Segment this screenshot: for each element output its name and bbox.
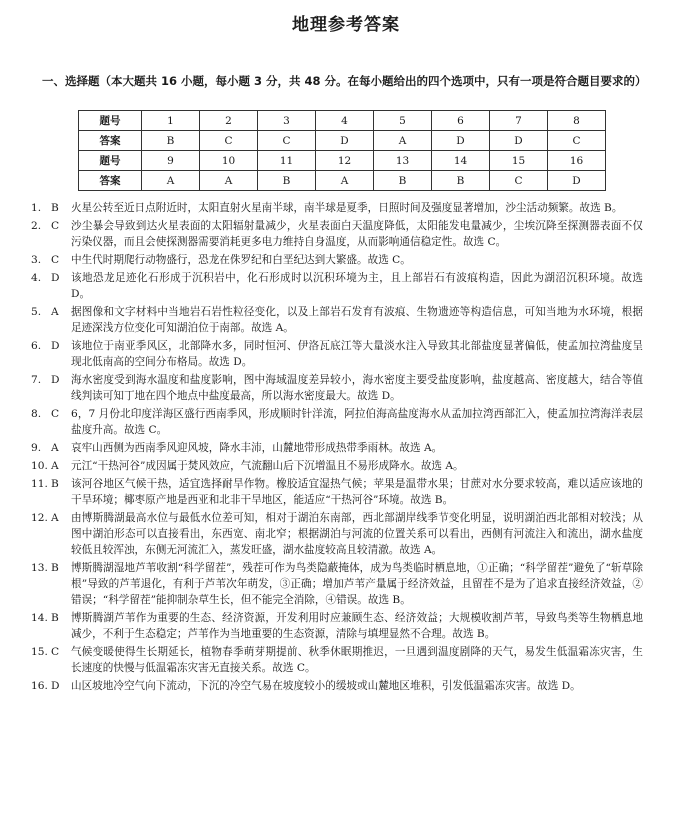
- item-answer: D: [51, 340, 60, 352]
- item-number: 11.: [31, 478, 48, 490]
- answer-cell: D: [548, 171, 606, 191]
- question-number: 11: [258, 151, 316, 171]
- list-item: [31, 476, 643, 508]
- list-item: [31, 458, 643, 474]
- list-item: [31, 560, 643, 608]
- question-number: 3: [258, 111, 316, 131]
- item-number: 4.: [31, 272, 42, 284]
- list-item: [31, 610, 643, 642]
- item-number: 1.: [31, 202, 42, 214]
- list-item: [31, 270, 643, 302]
- list-item: [31, 218, 643, 250]
- question-number: 9: [142, 151, 200, 171]
- item-number: 14.: [31, 612, 48, 624]
- item-text: 该地位于南亚季风区，北部降水多，同时恒河、伊洛瓦底江等大量淡水注入导致其北部盐度显著偏低，使孟加拉湾盐度呈现北低南高的空间分布格局。故选 D。: [71, 340, 643, 368]
- item-number: 9.: [31, 442, 42, 454]
- table-row: [79, 151, 606, 171]
- item-answer: B: [51, 612, 59, 624]
- item-number: 8.: [31, 408, 42, 420]
- row-label-question: 题号: [79, 111, 142, 131]
- answer-cell: A: [200, 171, 258, 191]
- list-item: [31, 304, 643, 336]
- item-number: 16.: [31, 680, 48, 692]
- answer-cell: D: [490, 131, 548, 151]
- item-text: 该河谷地区气候干热，适宜选择耐旱作物。橡胶适宜湿热气候；苹果是温带水果；甘蔗对水分要求较高，难以适应该地的干旱环境；椰枣原产地是西亚和北非干旱地区，能适应“干热河谷”环境。故选 B。: [71, 478, 643, 506]
- page-title: 地理参考答案: [292, 15, 400, 35]
- item-number: 2.: [31, 220, 42, 232]
- item-text: 由博斯腾湖最高水位与最低水位差可知，相对于湖泊东南部，西北部湖岸线季节变化明显，说明湖泊西北部相对较浅；从图中湖泊形态可以直接看出，东西宽、南北窄；根据湖泊与河流的位置关系可以看出，西侧有河流注入和流出，湖水盐度较低且较浑浊，东侧无河流汇入，蒸发旺盛，湖水盐度较高且较清澈。故选 A。: [71, 512, 643, 556]
- answer-table: [78, 110, 606, 191]
- list-item: [31, 644, 643, 676]
- item-answer: C: [51, 646, 60, 658]
- item-number: 13.: [31, 562, 48, 574]
- table-row: [79, 111, 606, 131]
- answer-cell: C: [258, 131, 316, 151]
- item-number: 5.: [31, 306, 42, 318]
- item-number: 15.: [31, 646, 48, 658]
- question-number: 15: [490, 151, 548, 171]
- row-label-answer: 答案: [79, 131, 142, 151]
- item-answer: C: [51, 408, 60, 420]
- item-text: 博斯腾湖芦苇作为重要的生态、经济资源，开发利用时应兼顾生态、经济效益；大规模收割芦苇，导致鸟类等生物栖息地减少，不利于生态稳定；芦苇作为当地重要的生态资源，清除与填埋显然不合理。故选 B。: [71, 612, 643, 640]
- answer-cell: B: [258, 171, 316, 191]
- table-row: [79, 171, 606, 191]
- list-item: [31, 200, 643, 216]
- item-answer: D: [51, 272, 60, 284]
- item-number: 12.: [31, 512, 48, 524]
- answer-cell: A: [142, 171, 200, 191]
- item-number: 7.: [31, 374, 42, 386]
- section-heading: 一、选择题（本大题共 16 小题，每小题 3 分，共 48 分。在每小题给出的四个选项中，只有一项是符合题目要求的）: [42, 74, 647, 88]
- item-text: 该地恐龙足迹化石形成于沉积岩中，化石形成时以沉积环境为主，且上部岩石有波痕构造，因此为湖沼沉积环境。故选 D。: [71, 272, 643, 300]
- question-number: 12: [316, 151, 374, 171]
- question-number: 16: [548, 151, 606, 171]
- list-item: [31, 252, 643, 268]
- item-answer: B: [51, 478, 59, 490]
- answer-cell: C: [490, 171, 548, 191]
- question-number: 8: [548, 111, 606, 131]
- list-item: [31, 372, 643, 404]
- explanation-list: [31, 200, 643, 696]
- item-answer: B: [51, 202, 59, 214]
- list-item: [31, 338, 643, 370]
- answer-cell: A: [374, 131, 432, 151]
- list-item: [31, 406, 643, 438]
- item-answer: A: [51, 512, 59, 524]
- item-text: 山区坡地冷空气向下流动，下沉的冷空气易在坡度较小的缓坡或山麓地区堆积，引发低温霜冻灾害。故选 D。: [71, 680, 581, 692]
- answer-cell: B: [374, 171, 432, 191]
- item-text: 据图像和文字材料中当地岩石岩性粒径变化，以及上部岩石发育有波痕、生物遗迹等构造信息，可知当地为水环境，根据足迹深浅方位变化可知湖泊位于南部。故选 A。: [71, 306, 643, 334]
- item-answer: D: [51, 374, 60, 386]
- question-number: 2: [200, 111, 258, 131]
- item-number: 6.: [31, 340, 42, 352]
- question-number: 10: [200, 151, 258, 171]
- question-number: 6: [432, 111, 490, 131]
- question-number: 13: [374, 151, 432, 171]
- item-text: 哀牢山西侧为西南季风迎风坡，降水丰沛，山麓地带形成热带季雨林。故选 A。: [71, 442, 443, 454]
- answer-cell: A: [316, 171, 374, 191]
- answer-cell: D: [432, 131, 490, 151]
- question-number: 4: [316, 111, 374, 131]
- item-answer: D: [51, 680, 60, 692]
- answer-cell: C: [200, 131, 258, 151]
- question-number: 5: [374, 111, 432, 131]
- item-answer: B: [51, 562, 59, 574]
- item-text: 气候变暖使得生长期延长，植物春季萌芽期提前、秋季休眠期推迟，一旦遇到温度剧降的天气，易发生低温霜冻灾害，生长速度的快慢与低温霜冻灾害无直接关系。故选 C。: [71, 646, 643, 674]
- question-number: 7: [490, 111, 548, 131]
- list-item: [31, 510, 643, 558]
- item-text: 海水密度受到海水温度和盐度影响，图中海域温度差异较小，海水密度主要受盐度影响，盐度越高、密度越大，结合等值线判读可知丁地在四个地点中盐度最高，所以海水密度最大。故选 D。: [71, 374, 643, 402]
- item-text: 沙尘暴会导致到达火星表面的太阳辐射量减少，火星表面白天温度降低，太阳能发电量减少，尘埃沉降至探测器表面不仅污染仪器，而且会使探测器需要消耗更多电力维持自身温度，从而影响通信稳定性。故选 C。: [71, 220, 643, 248]
- item-text: 元江“干热河谷”成因属于焚风效应，气流翻山后下沉增温且不易形成降水。故选 A。: [71, 460, 464, 472]
- item-text: 火星公转至近日点附近时，太阳直射火星南半球，南半球是夏季，日照时间及强度显著增加，沙尘活动频繁。故选 B。: [71, 202, 623, 214]
- item-text: 博斯腾湖湿地芦苇收割“科学留茬”，残茬可作为鸟类隐蔽掩体，成为鸟类临时栖息地，①正确；“科学留茬”避免了“斩草除根”导致的芦苇退化，有利于芦苇次年萌发，③正确；增加芦苇产量属于经济效益，且留茬不是为了追求直接经济效益，②错误；“科学留茬”能抑制杂草生长，但不能完全消除，④错误。故选 B。: [71, 562, 643, 606]
- row-label-question: 题号: [79, 151, 142, 171]
- answer-cell: B: [142, 131, 200, 151]
- item-answer: A: [51, 306, 59, 318]
- question-number: 1: [142, 111, 200, 131]
- item-answer: C: [51, 220, 60, 232]
- answer-cell: D: [316, 131, 374, 151]
- answer-cell: B: [432, 171, 490, 191]
- item-text: 6，7 月份北印度洋海区盛行西南季风，形成顺时针洋流，阿拉伯海高盐度海水从孟加拉湾西部汇入，使孟加拉湾海洋表层盐度升高。故选 C。: [71, 408, 643, 436]
- item-number: 10.: [31, 460, 48, 472]
- answer-cell: C: [548, 131, 606, 151]
- item-answer: C: [51, 254, 60, 266]
- table-row: [79, 131, 606, 151]
- item-number: 3.: [31, 254, 42, 266]
- item-text: 中生代时期爬行动物盛行，恐龙在侏罗纪和白垩纪达到大繁盛。故选 C。: [71, 254, 411, 266]
- list-item: [31, 678, 643, 694]
- list-item: [31, 440, 643, 456]
- item-answer: A: [51, 442, 59, 454]
- item-answer: A: [51, 460, 59, 472]
- row-label-answer: 答案: [79, 171, 142, 191]
- question-number: 14: [432, 151, 490, 171]
